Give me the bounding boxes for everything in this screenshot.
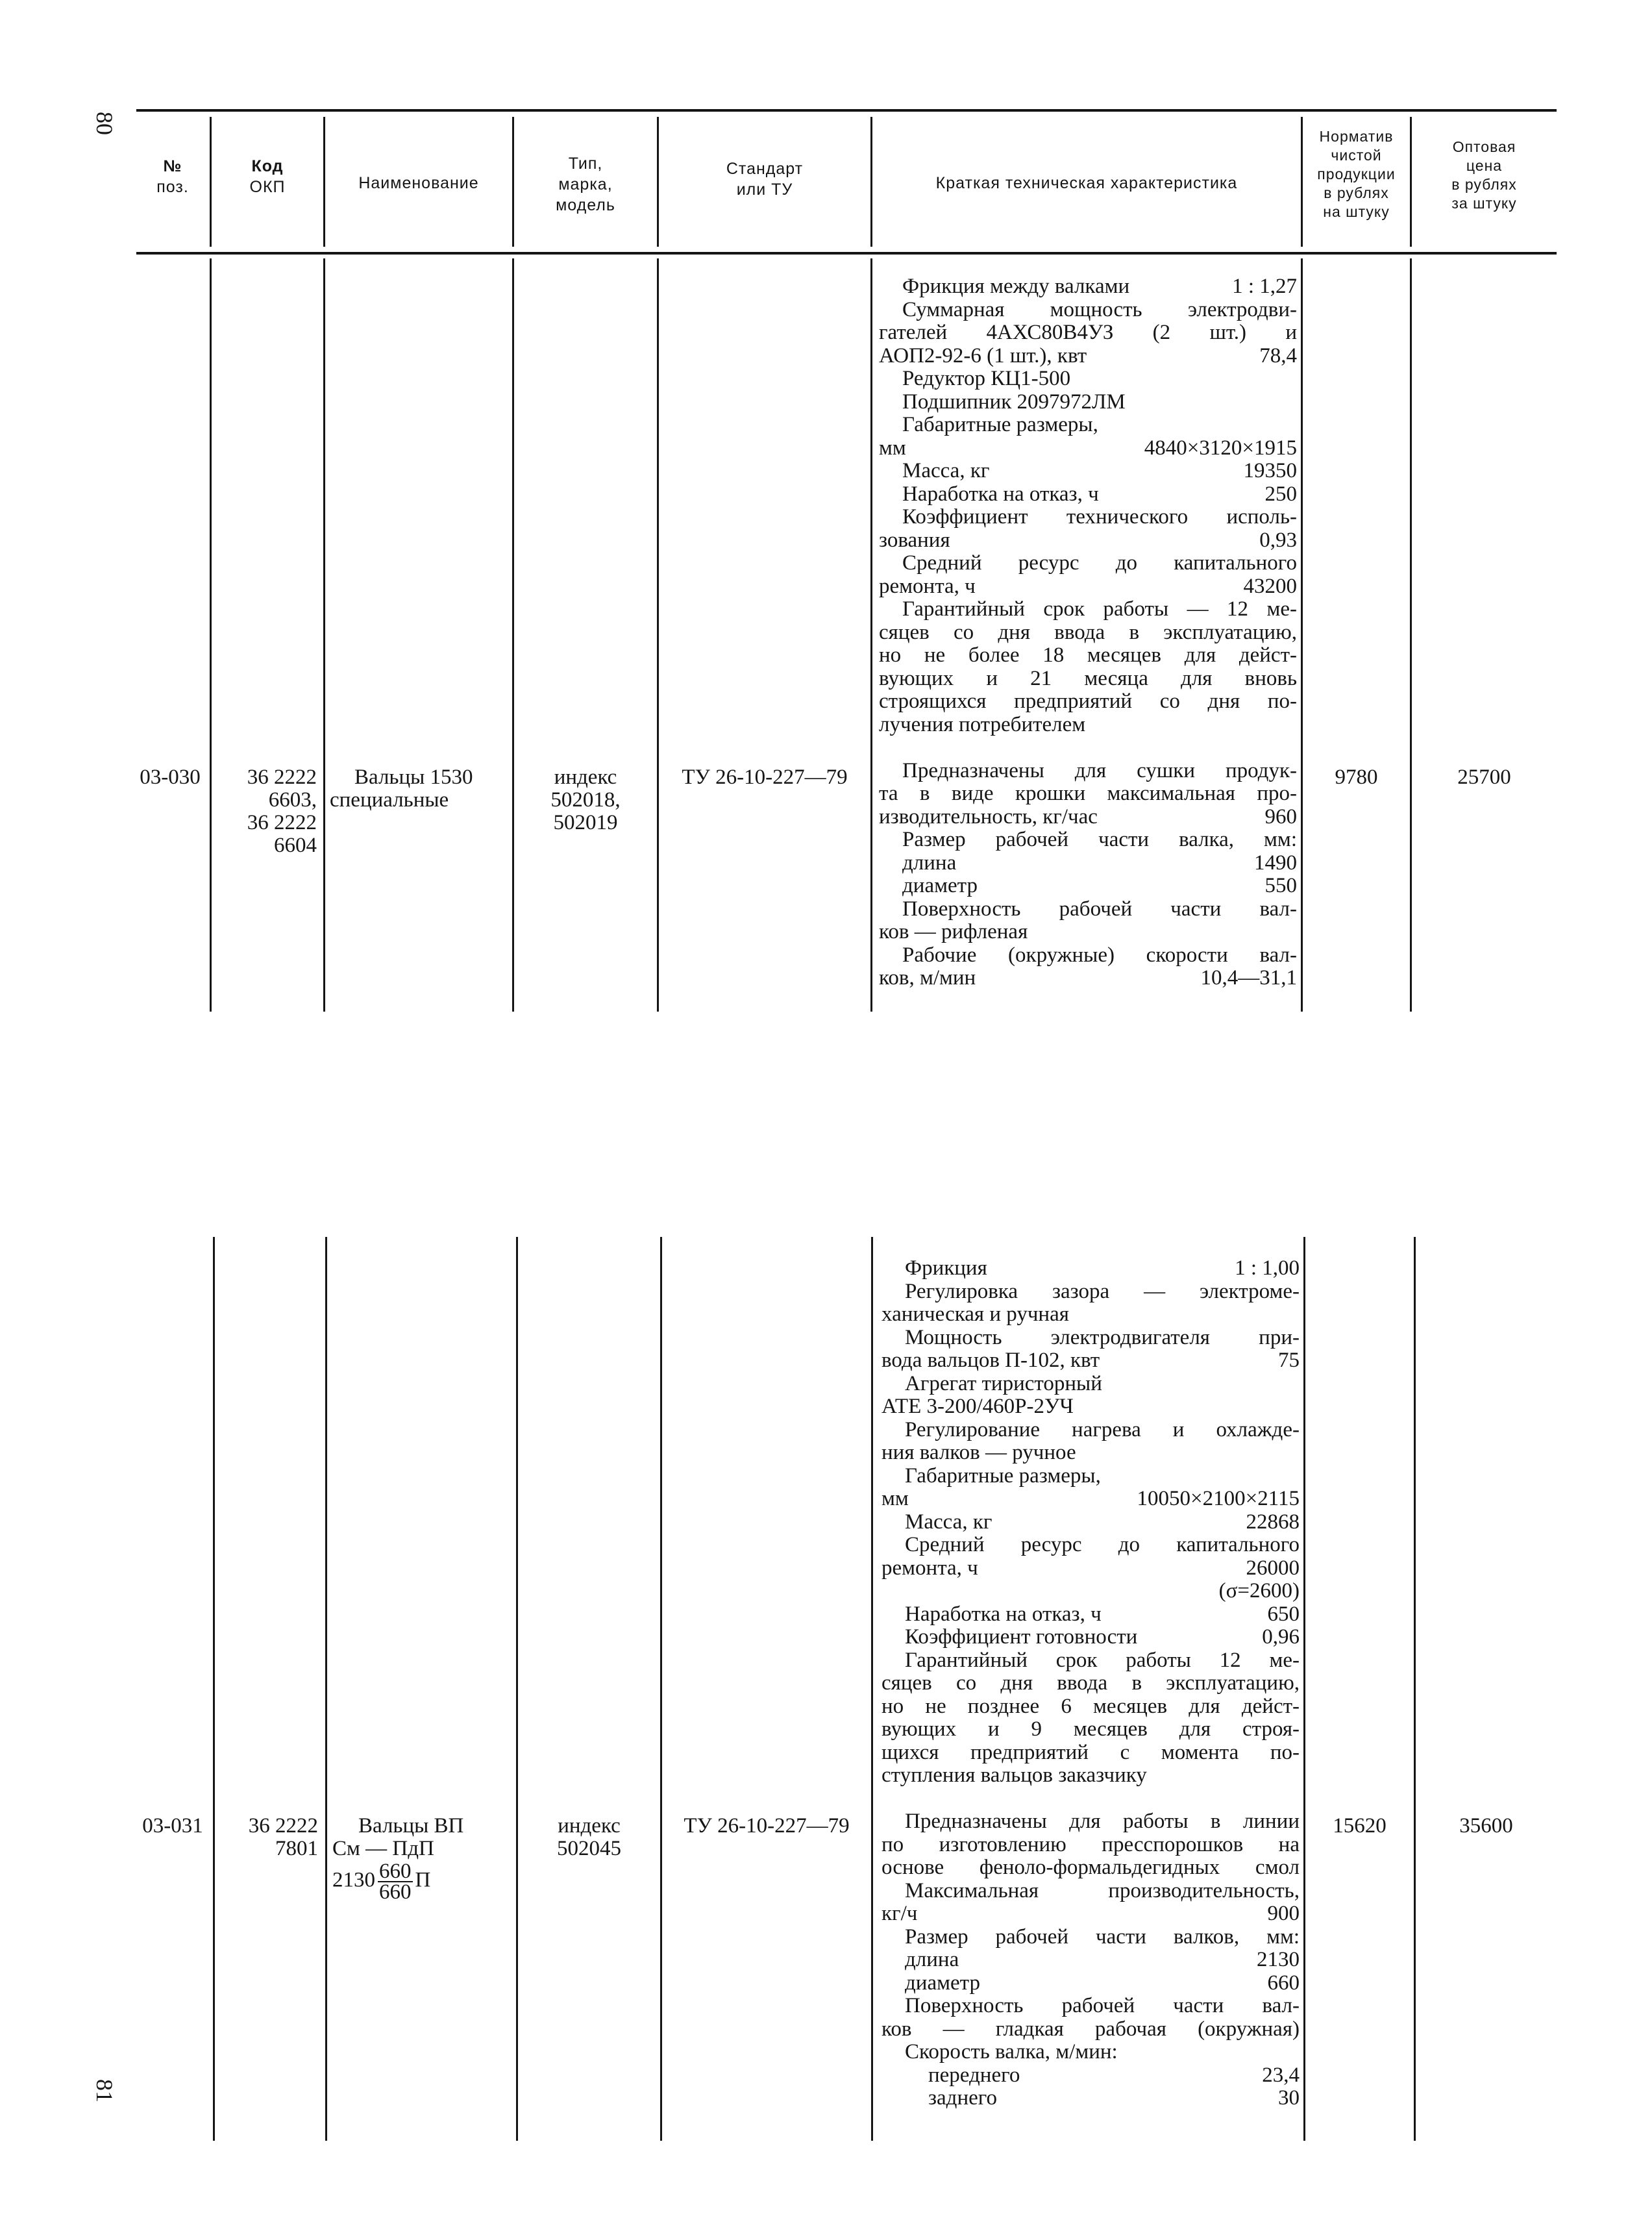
characteristic-text: кг/ч [881,1902,918,1925]
characteristic-text: Фрикция [905,1256,987,1280]
characteristic-text: лучения потребителем [879,712,1086,736]
header-standard [659,158,870,200]
header-pos [136,156,209,197]
header-norm-line: в рублях [1324,184,1389,201]
characteristic-line [879,829,1297,852]
body-col-divider [871,1237,873,2141]
characteristic-spacer [1102,1603,1268,1627]
formula-suffix: П [415,1868,431,1892]
characteristic-value: 960 [1264,804,1297,829]
header-price-line: в рублях [1451,176,1517,193]
characteristic-text: Наработка на отказ, ч [902,482,1099,506]
characteristic-line [879,898,1297,921]
characteristic-text: но не более 18 месяцев для дейст- [879,643,1297,667]
characteristic-line [879,368,1297,391]
characteristic-spacer [1087,345,1259,368]
characteristic-text: гателей 4АХС80В4УЗ (2 шт.) и [879,321,1297,344]
body-col-divider [210,258,212,1012]
characteristic-text: Агрегат тиристорный [905,1371,1102,1395]
characteristic-text: Поверхность рабочей части вал- [905,1994,1300,2017]
body-col-divider [325,1237,327,2141]
characteristic-line [879,299,1297,322]
characteristic-line [881,1834,1300,1857]
characteristic-line [879,345,1297,368]
characteristic-line [881,1373,1300,1396]
characteristic-line [881,1603,1300,1627]
characteristic-line [879,414,1297,437]
row2-name-line: Вальцы ВП [358,1814,464,1838]
characteristic-spacer [976,967,1200,990]
row1-name-line: Вальцы 1530 [354,766,473,789]
characteristic-text: Гарантийный срок работы — 12 ме- [902,597,1297,621]
characteristic-value: 1 : 1,27 [1232,275,1297,298]
characteristic-text: АТЕ 3-200/460Р-2УЧ [881,1395,1074,1418]
characteristic-text: АОП2-92-6 (1 шт.), квт [879,343,1087,368]
characteristic-text: Размер рабочей части валка, мм: [902,828,1297,851]
characteristic-line [881,1303,1300,1327]
characteristic-spacer [1137,1626,1262,1649]
table-top-rule [136,109,1557,112]
characteristic-value: 660 [1267,1971,1300,1995]
row2-price: 35600 [1459,1814,1513,1838]
characteristic-text: основе феноло-формальдегидных смол [881,1856,1300,1879]
characteristic-spacer [997,2087,1278,2110]
characteristic-line [881,1349,1300,1373]
row2-code [217,1815,318,1860]
header-bottom-rule [136,252,1557,255]
row2-code-line: 7801 [275,1837,318,1860]
characteristic-text: Гарантийный срок работы 12 ме- [905,1648,1300,1672]
header-code-line: ОКП [249,178,286,196]
header-norm-line: продукции [1317,166,1396,182]
characteristic-text: Средний ресурс до капитального [905,1533,1300,1556]
characteristic-line [879,944,1297,967]
characteristic-text: ния валков — ручное [881,1441,1076,1464]
characteristic-line [881,1741,1300,1765]
characteristic-line [879,483,1297,506]
characteristic-value: 550 [1264,874,1297,897]
characteristic-line [879,875,1297,898]
characteristic-text: ханическая и ручная [881,1302,1069,1326]
header-price-line: цена [1466,157,1503,174]
row2-characteristic [881,1257,1300,2110]
header-norm-line: Норматив [1319,128,1394,145]
row1-type [514,766,657,834]
row1-code-line: 6603, [268,788,317,812]
characteristic-text: заднего [928,2086,997,2110]
characteristic-text: зования [879,528,950,552]
characteristic-spacer [881,1580,1219,1603]
characteristic-line [879,714,1297,737]
characteristic-line [881,2018,1300,2041]
characteristic-value: 0,96 [1262,1625,1300,1649]
characteristic-line [879,275,1297,299]
characteristic-spacer [978,875,1265,898]
header-norm [1303,127,1410,221]
characteristic-text: Средний ресурс до капитального [902,551,1297,575]
formula-denominator: 660 [379,1880,412,1904]
characteristic-line [881,1557,1300,1580]
characteristic-text: сяцев со дня ввода в эксплуатацию, [881,1671,1300,1695]
characteristic-value: 26000 [1246,1556,1300,1580]
page-number-bottom: 81 [92,2079,117,2102]
header-price-line: за штуку [1451,195,1517,212]
characteristic-value: 75 [1278,1349,1300,1372]
body-col-divider [1410,258,1412,1012]
row2-type-line: индекс [558,1814,621,1838]
header-type-line: Тип, [568,155,603,173]
formula-prefix: 2130 [332,1868,375,1892]
row2-type [518,1815,660,1860]
characteristic-spacer [1099,483,1265,506]
characteristic-text: но не позднее 6 месяцев для дейст- [881,1694,1300,1718]
row1-code-line: 36 2222 [247,766,317,789]
characteristic-spacer [1098,806,1265,829]
row1-type-line: 502019 [553,811,618,834]
characteristic-text: Редуктор КЦ1-500 [902,367,1071,390]
characteristic-line [879,852,1297,875]
characteristic-line [879,575,1297,599]
characteristic-text: Регулировка зазора — электроме- [905,1279,1300,1303]
characteristic-text: строящихся предприятий со дня по- [879,690,1297,713]
characteristic-line [881,1280,1300,1304]
characteristic-spacer [987,1257,1235,1280]
characteristic-line [881,1327,1300,1350]
body-col-divider [213,1237,215,2141]
characteristic-line [881,1511,1300,1534]
characteristic-value: 650 [1267,1602,1300,1626]
characteristic-text: щихся предприятий с момента по- [881,1740,1300,1764]
characteristic-text: Габаритные размеры, [902,413,1098,436]
header-pos-line: поз. [156,178,189,196]
header-price [1412,138,1557,213]
characteristic-value: 250 [1264,482,1297,506]
characteristic-text: Максимальная производительность, [905,1878,1300,1902]
characteristic-text: Коэффициент готовности [905,1625,1138,1649]
header-type [514,153,657,216]
row2-type-line: 502045 [557,1837,621,1860]
characteristic-text: мм [881,1487,909,1510]
body-col-divider [1414,1237,1416,2141]
formula-numerator: 660 [379,1860,412,1883]
characteristic-spacer [992,1511,1246,1534]
body-col-divider [323,258,325,1012]
characteristic-value: 30 [1278,2086,1300,2110]
characteristic-text: ступления вальцов заказчику [881,1764,1147,1787]
characteristic-line [881,1718,1300,1741]
characteristic-line [881,1257,1300,1280]
row2-norm: 15620 [1333,1814,1387,1838]
characteristic-text: вующих и 9 месяцев для строя- [881,1717,1300,1741]
row1-name [330,766,510,812]
characteristic-line [881,1972,1300,1995]
header-standard-line: или ТУ [736,181,793,199]
characteristic-line [881,1810,1300,1834]
characteristic-text: длина [905,1948,959,1971]
page-number-top: 80 [92,112,117,135]
row1-standard: ТУ 26-10-227—79 [682,766,848,789]
characteristic-line [881,2064,1300,2088]
characteristic-line [879,760,1297,783]
characteristic-text: та в виде крошки максимальная про- [879,782,1297,805]
characteristic-text: Предназначены для сушки продук- [902,758,1297,782]
characteristic-text: вующих и 21 месяца для вновь [879,666,1297,690]
characteristic-text: Наработка на отказ, ч [905,1602,1102,1626]
body-col-divider [1303,1237,1305,2141]
characteristic-value: 23,4 [1262,2063,1300,2087]
characteristic-spacer [1100,1349,1278,1373]
paragraph-gap [879,736,1297,760]
body-col-divider [660,1237,662,2141]
characteristic-text: ков — гладкая рабочая (окружная) [881,2017,1300,2041]
characteristic-text: диаметр [902,874,978,897]
characteristic-line [879,644,1297,667]
characteristic-text: изводительность, кг/час [879,804,1098,829]
characteristic-text: Суммарная мощность электродви- [902,297,1297,321]
characteristic-spacer [917,1902,1267,1926]
row2-standard: ТУ 26-10-227—79 [684,1814,850,1838]
row1-pos: 03-030 [140,766,201,789]
characteristic-text: Регулирование нагрева и охлажде- [905,1417,1300,1441]
characteristic-text: Коэффициент технического исполь- [902,505,1297,529]
characteristic-line [879,967,1297,990]
characteristic-value: 43200 [1243,574,1297,598]
header-type-line: марка, [558,175,613,193]
characteristic-value: 22868 [1246,1510,1300,1534]
characteristic-line [879,598,1297,621]
characteristic-line [881,1534,1300,1557]
characteristic-line [881,1580,1300,1603]
header-type-line: модель [556,196,615,214]
characteristic-text: диаметр [905,1971,980,1995]
characteristic-text: Фрикция между валками [902,275,1130,298]
row1-code [214,766,317,857]
body-col-divider [1301,258,1303,1012]
row2-pos: 03-031 [142,1814,203,1838]
characteristic-value: (σ=2600) [1218,1579,1300,1602]
characteristic-line [881,1764,1300,1788]
characteristic-line [881,1856,1300,1880]
characteristic-text: сяцев со дня ввода в эксплуатацию, [879,620,1297,644]
characteristic-text: Масса, кг [905,1510,992,1534]
row1-characteristic [879,275,1297,990]
row2-code-line: 36 2222 [248,1814,318,1838]
characteristic-text: ремонта, ч [881,1556,978,1580]
characteristic-line [881,1880,1300,1903]
characteristic-text: ков, м/мин [879,966,976,990]
header-norm-line: чистой [1331,147,1382,164]
row1-name-line: специальные [330,788,449,812]
characteristic-text: Поверхность рабочей части вал- [902,897,1297,921]
row1-type-line: индекс [554,766,617,789]
characteristic-line [881,1441,1300,1465]
characteristic-line [881,1395,1300,1419]
body-col-divider [512,258,514,1012]
characteristic-line [881,1465,1300,1488]
body-col-divider [516,1237,518,2141]
characteristic-spacer [909,1488,1137,1511]
characteristic-value: 10050×2100×2115 [1137,1487,1300,1510]
characteristic-line [879,391,1297,414]
characteristic-spacer [956,852,1254,875]
header-name: Наименование [358,174,479,192]
header-price-line: Оптовая [1452,138,1516,155]
characteristic-value: 10,4—31,1 [1200,966,1297,990]
characteristic-line [881,1419,1300,1442]
characteristic-line [879,552,1297,575]
header-code [212,156,323,197]
header-standard-line: Стандарт [726,160,804,178]
characteristic-text: по изготовлению пресспорошков на [881,1832,1300,1856]
row1-type-line: 502018, [550,788,621,812]
characteristic-text: Масса, кг [902,459,990,482]
characteristic-line [881,1488,1300,1511]
row1-code-line: 6604 [274,834,317,857]
characteristic-line [881,1902,1300,1926]
characteristic-text: вода вальцов П-102, квт [881,1349,1100,1372]
characteristic-text: мм [879,436,906,460]
characteristic-line [879,460,1297,483]
body-col-divider [870,258,872,1012]
row1-norm: 9780 [1335,766,1378,789]
body-col-divider [657,258,659,1012]
characteristic-text: Скорость валка, м/мин: [905,2040,1118,2063]
characteristic-text: Габаритные размеры, [905,1464,1101,1488]
characteristic-line [879,621,1297,645]
characteristic-text: Мощность электродвигателя при- [905,1325,1300,1349]
characteristic-line [879,690,1297,714]
characteristic-line [879,921,1297,944]
characteristic-spacer [959,1949,1257,1972]
header-pos-line: № [163,157,182,175]
characteristic-value: 0,93 [1259,528,1297,552]
row2-name-formula [332,1862,514,1902]
row2-name [332,1815,514,1902]
header-characteristic: Краткая техническая характеристика [935,174,1238,192]
characteristic-text: Рабочие (окружные) скорости вал- [902,943,1297,967]
formula-fraction [378,1862,413,1902]
characteristic-line [879,506,1297,529]
characteristic-text: ремонта, ч [879,574,976,598]
characteristic-spacer [1020,2064,1262,2088]
characteristic-spacer [980,1972,1268,1995]
characteristic-line [879,782,1297,806]
header-norm-line: на штуку [1323,203,1390,220]
characteristic-line [879,321,1297,345]
characteristic-line [881,2087,1300,2110]
row2-name-line: См — ПдП [332,1837,434,1860]
characteristic-line [881,1626,1300,1649]
characteristic-spacer [950,529,1260,553]
characteristic-spacer [1129,275,1232,299]
characteristic-line [881,1949,1300,1972]
row1-code-line: 36 2222 [247,811,317,834]
characteristic-text: Размер рабочей части валков, мм: [905,1925,1300,1949]
characteristic-line [879,529,1297,553]
paragraph-gap [881,1788,1300,1811]
characteristic-text: длина [902,851,957,875]
characteristic-spacer [989,460,1243,483]
characteristic-line [881,2041,1300,2064]
characteristic-value: 4840×3120×1915 [1144,436,1297,460]
characteristic-value: 2130 [1257,1948,1300,1971]
characteristic-line [879,806,1297,829]
characteristic-line [881,1995,1300,2018]
characteristic-text: переднего [928,2063,1020,2087]
characteristic-text: Предназначены для работы в линии [905,1810,1300,1833]
characteristic-line [881,1926,1300,1949]
characteristic-value: 19350 [1243,459,1297,482]
characteristic-line [881,1695,1300,1719]
characteristic-value: 1490 [1254,851,1297,875]
characteristic-value: 1 : 1,00 [1235,1256,1300,1280]
header-code-line: Код [251,157,284,175]
characteristic-text: Подшипник 2097972ЛМ [902,390,1126,414]
characteristic-line [879,667,1297,691]
characteristic-value: 900 [1267,1902,1300,1925]
characteristic-line [881,1672,1300,1695]
characteristic-line [881,1649,1300,1673]
characteristic-line [879,437,1297,460]
characteristic-value: 78,4 [1259,343,1297,368]
characteristic-spacer [906,437,1144,460]
row1-price: 25700 [1457,766,1511,789]
characteristic-spacer [976,575,1244,599]
characteristic-spacer [978,1557,1246,1580]
characteristic-text: ков — рифленая [879,920,1028,943]
